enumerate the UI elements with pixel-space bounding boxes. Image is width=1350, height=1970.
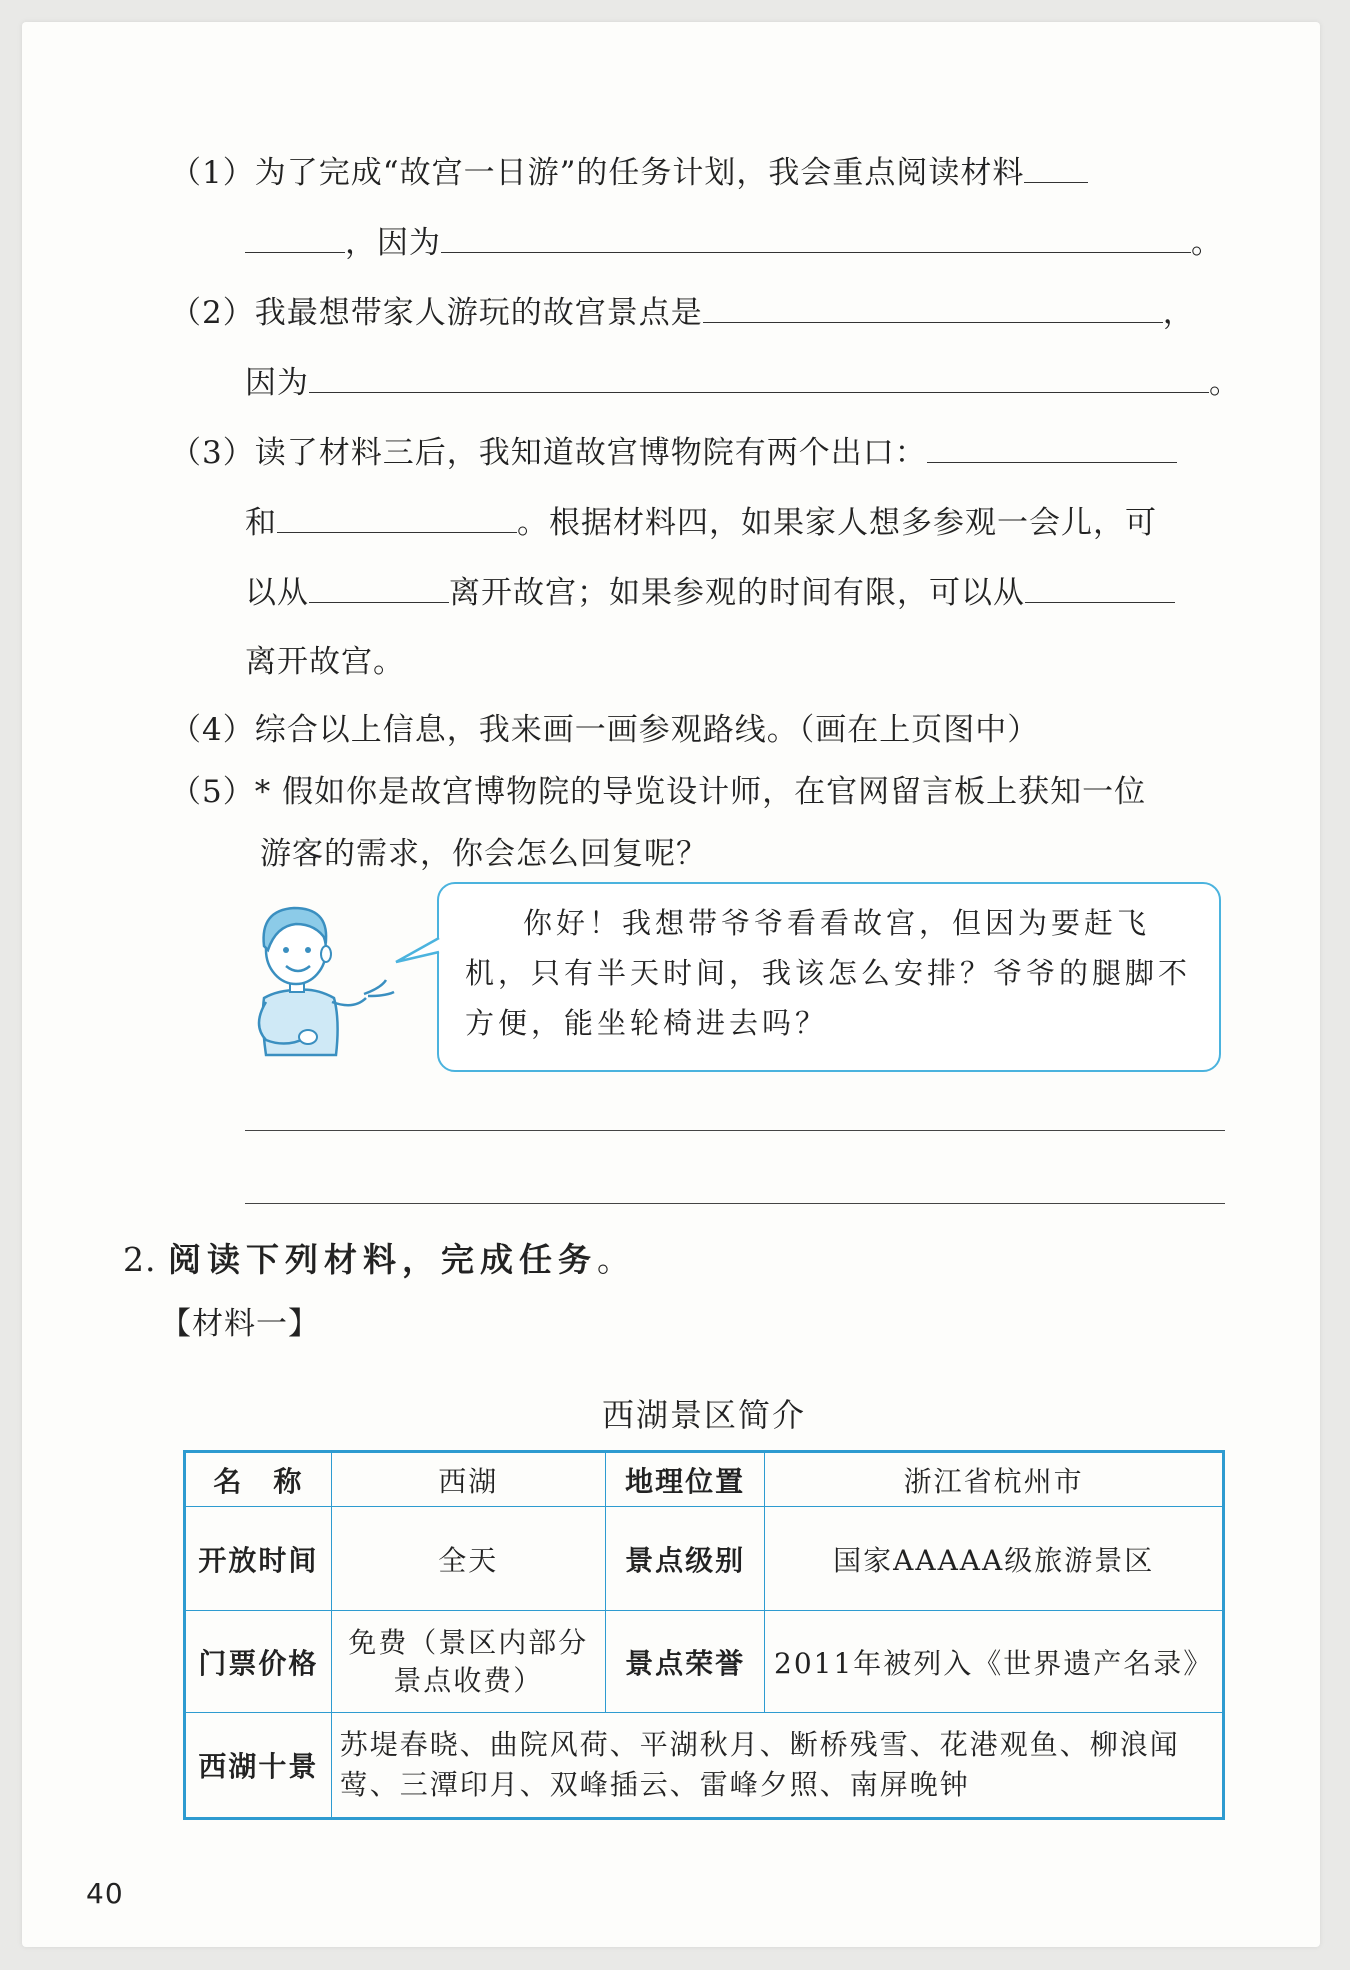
q3-prompt: （3）读了材料三后，我知道故宫博物院有两个出口： xyxy=(170,435,927,471)
q3-line3-start: 以从 xyxy=(245,575,309,611)
q5-prompt: （5）* 假如你是故宫博物院的导览设计师，在官网留言板上获知一位 xyxy=(170,774,1147,810)
q3-blank-exit-long[interactable] xyxy=(309,572,449,603)
section2-number: 2. xyxy=(123,1240,157,1279)
q1-blank-material-a[interactable] xyxy=(1024,152,1088,183)
q3-line4-text: 离开故宫。 xyxy=(245,644,405,680)
q2-blank-reason[interactable] xyxy=(309,362,1209,393)
table-row xyxy=(185,1713,1224,1819)
table-row xyxy=(185,1611,1224,1713)
q1-because-label: ，因为 xyxy=(345,225,441,261)
table-header-cell: 开放时间 xyxy=(185,1507,332,1611)
table-header-cell: 名 称 xyxy=(185,1452,332,1507)
section2-heading xyxy=(123,1240,631,1280)
section2-period: 。 xyxy=(597,1240,631,1279)
q5-line1 xyxy=(170,772,1146,812)
table-cell: 国家AAAAA级旅游景区 xyxy=(765,1507,1224,1611)
q5-line2 xyxy=(260,834,708,874)
page-number-text: 40 xyxy=(86,1877,124,1910)
table-cell: 全天 xyxy=(331,1507,605,1611)
answer-line-1[interactable] xyxy=(245,1130,1225,1131)
q1-prompt: （1）为了完成“故宫一日游”的任务计划，我会重点阅读材料 xyxy=(170,155,1025,191)
q2-line1 xyxy=(170,292,1195,333)
answer-line-2[interactable] xyxy=(245,1203,1225,1204)
table-header-cell: 景点荣誉 xyxy=(605,1611,765,1713)
q2-because-label: 因为 xyxy=(245,365,309,401)
q2-blank-spot[interactable] xyxy=(703,292,1163,323)
q3-line3 xyxy=(245,572,1175,613)
material1-label-text: 【材料一】 xyxy=(160,1306,320,1342)
table-row xyxy=(185,1452,1224,1507)
table-cell: 西湖 xyxy=(331,1452,605,1507)
q2-period: 。 xyxy=(1209,365,1241,401)
table-header-cell: 景点级别 xyxy=(605,1507,765,1611)
q1-line2 xyxy=(245,222,1223,263)
q2-prompt: （2）我最想带家人游玩的故宫景点是 xyxy=(170,295,703,331)
material1-label xyxy=(160,1304,320,1344)
q3-blank-exit-short[interactable] xyxy=(1025,572,1175,603)
q2-line2 xyxy=(245,362,1241,403)
visitor-message: 你好！我想带爷爷看看故宫，但因为要赶飞机，只有半天时间，我该怎么安排？爷爷的腿脚不方便，能坐轮椅进去吗？ xyxy=(465,906,1192,1040)
table-title-text: 西湖景区简介 xyxy=(601,1396,806,1434)
table-header-cell: 西湖十景 xyxy=(185,1713,332,1819)
table-row xyxy=(185,1507,1224,1611)
q3-line2-text: 。根据材料四，如果家人想多参观一会儿，可 xyxy=(517,505,1157,541)
q3-and: 和 xyxy=(245,505,277,541)
q1-line1 xyxy=(170,152,1088,193)
page-number xyxy=(86,1874,124,1914)
table-header-cell: 地理位置 xyxy=(605,1452,765,1507)
q3-line1 xyxy=(170,432,1177,473)
table-cell: 浙江省杭州市 xyxy=(765,1452,1224,1507)
q1-period: 。 xyxy=(1191,225,1223,261)
table-cell: 免费（景区内部分景点收费） xyxy=(331,1611,605,1713)
section2-title: 阅读下列材料，完成任务 xyxy=(168,1240,597,1279)
q4-line xyxy=(170,710,1039,750)
speech-bubble-tail xyxy=(394,934,442,974)
q3-blank-exit-2[interactable] xyxy=(277,502,517,533)
table-title xyxy=(0,1395,1350,1435)
boy-illustration xyxy=(236,880,401,1060)
table-cell: 苏堤春晓、曲院风荷、平湖秋月、断桥残雪、花港观鱼、柳浪闻莺、三潭印月、双峰插云、雷峰夕照、南屏晚钟 xyxy=(331,1713,1223,1819)
q3-blank-exit-1[interactable] xyxy=(927,432,1177,463)
table-header-cell: 门票价格 xyxy=(185,1611,332,1713)
speech-bubble xyxy=(437,882,1221,1072)
q1-blank-reason[interactable] xyxy=(441,222,1191,253)
q1-blank-material-b[interactable] xyxy=(245,222,345,253)
q2-comma: ， xyxy=(1162,295,1195,331)
west-lake-info-table xyxy=(183,1450,1225,1820)
q3-line4 xyxy=(245,642,405,682)
table-cell: 2011年被列入《世界遗产名录》 xyxy=(765,1611,1224,1713)
q4-prompt: （4）综合以上信息，我来画一画参观路线。（画在上页图中） xyxy=(170,712,1040,748)
q3-line2 xyxy=(245,502,1157,543)
q3-line3-text: 离开故宫；如果参观的时间有限，可以从 xyxy=(449,575,1025,611)
q5-prompt-cont: 游客的需求，你会怎么回复呢？ xyxy=(260,836,708,872)
